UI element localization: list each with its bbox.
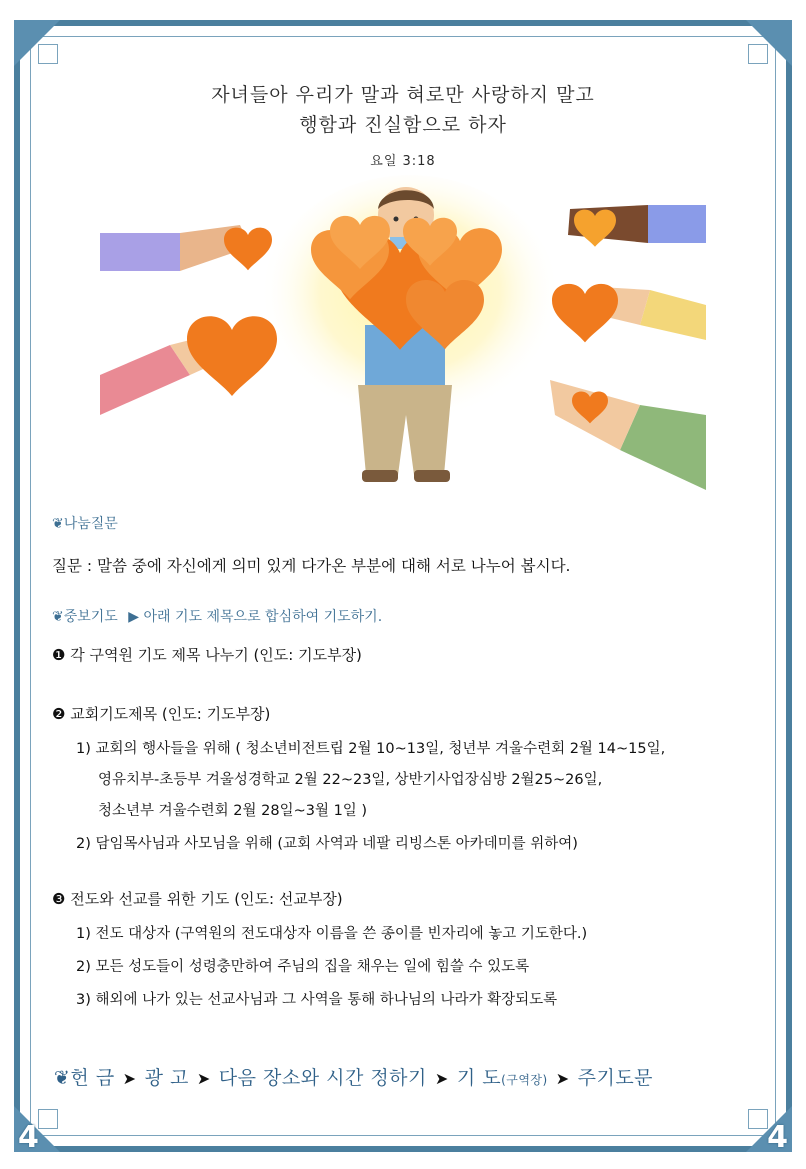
- prayer-item-1: ❶ 각 구역원 기도 제목 나누기 (인도: 기도부장): [52, 646, 362, 664]
- step-prayer: 기 도: [456, 1067, 502, 1089]
- prayer-item-3-title: ❸ 전도와 선교를 위한 기도 (인도: 선교부장): [52, 890, 343, 908]
- frame-notch: [748, 44, 768, 64]
- prayer-item-3-sub1: 1) 전도 대상자 (구역원의 전도대상자 이름을 쓴 종이를 빈자리에 놓고 기도한다.): [76, 926, 588, 942]
- step-lords-prayer: 주기도문: [577, 1067, 654, 1089]
- step-announcements: 광 고: [144, 1067, 189, 1089]
- prayer-item-2-sub2: 2) 담임목사님과 사모님을 위해 (교회 사역과 네팔 리빙스톤 아카데미를 위하여): [76, 836, 578, 852]
- prayer-item-2-sub1-line3: 청소년부 겨울수련회 2월 28일~3월 1일 ): [98, 803, 368, 819]
- prayer-item-3-sub2: 2) 모든 성도들이 성령충만하여 주님의 집을 채우는 일에 힘쓸 수 있도록: [76, 959, 530, 975]
- prayer-item-2-sub1-line1: 1) 교회의 행사들을 위해 ( 청소년비전트립 2월 10~13일, 청년부 겨울수련회 2월 14~15일,: [76, 741, 666, 757]
- step-offering: 헌 금: [70, 1067, 115, 1089]
- prayer-item-2-title: ❷ 교회기도제목 (인도: 기도부장): [52, 705, 271, 723]
- heart-icon: ❦: [52, 516, 64, 532]
- arrow-icon: ➤: [122, 1069, 137, 1088]
- frame-notch: [38, 1109, 58, 1129]
- verse-reference: 요일 3:18: [370, 154, 436, 169]
- prayer-item-3-sub3: 3) 해외에 나가 있는 선교사님과 그 사역을 통해 하나님의 나라가 확장되도록: [76, 992, 558, 1008]
- page-number-right: 4: [767, 1120, 788, 1155]
- step-next-meeting: 다음 장소와 시간 정하기: [218, 1067, 427, 1089]
- step-prayer-note: (구역장): [501, 1073, 548, 1087]
- prayer-item-2-sub1-line2: 영유치부-초등부 겨울성경학교 2월 22~23일, 상반기사업장심방 2월25~26일,: [98, 772, 603, 788]
- heart-icon: ❦: [54, 1067, 71, 1089]
- frame-notch: [38, 44, 58, 64]
- sharing-question: 질문 : 말씀 중에 자신에게 의미 있게 다가온 부분에 대해 서로 나누어 봅시다.: [52, 557, 571, 575]
- verse-line-2: 행함과 진실함으로 하자: [299, 114, 507, 136]
- prayer-instruction: ▶ 아래 기도 제목으로 합심하여 기도하기.: [128, 609, 383, 625]
- heart-icon: ❦: [52, 609, 64, 625]
- arrow-icon: ➤: [555, 1069, 570, 1088]
- verse-line-1: 자녀들아 우리가 말과 혀로만 사랑하지 말고: [211, 84, 595, 106]
- page-number-left: 4: [18, 1120, 39, 1155]
- prayer-label: ❦중보기도 ▶ 아래 기도 제목으로 합심하여 기도하기.: [52, 609, 383, 625]
- arrow-icon: ➤: [196, 1069, 211, 1088]
- hearts-illustration: [100, 175, 706, 490]
- frame-notch: [748, 1109, 768, 1129]
- sharing-label: ❦나눔질문: [52, 516, 118, 532]
- arrow-icon: ➤: [434, 1069, 449, 1088]
- service-order: [54, 1063, 653, 1090]
